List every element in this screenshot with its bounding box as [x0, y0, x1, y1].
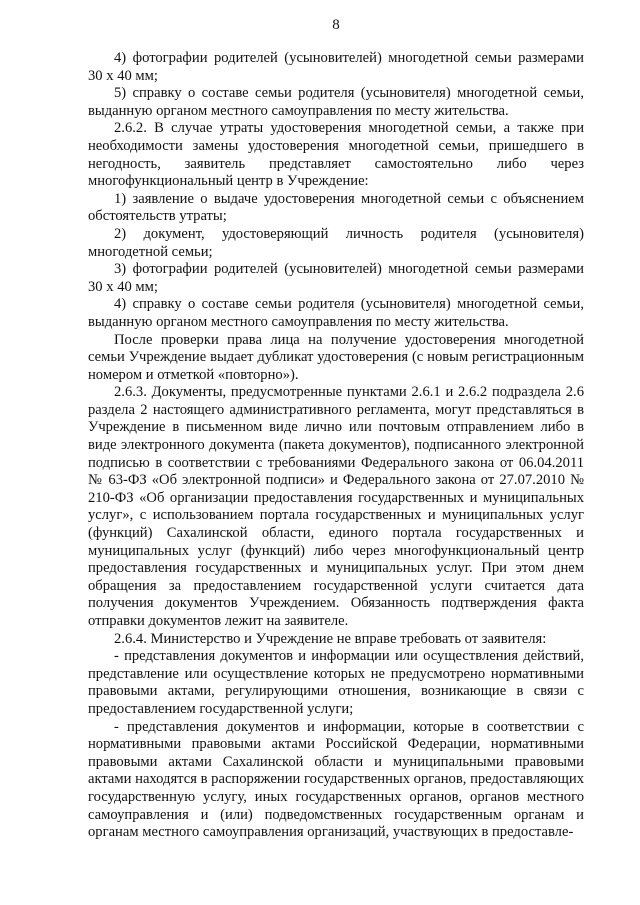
paragraph-2-6-4: 2.6.4. Министерство и Учреждение не вправе требовать от заявителя: [114, 630, 547, 647]
paragraph-item-2-identity-document: 2) документ, удостоверяющий личность родителя (усыновителя) многодетной семьи; [88, 225, 584, 260]
paragraph-item-5-family-certificate: 5) справку о составе семьи родителя (усыновителя) многодетной семьи, выданную органом местного самоуправления по месту жительства. [88, 85, 584, 119]
page-number: 8 [332, 17, 340, 33]
paragraph-dash-item-1: - представления документов и информации или осуществления действий, представление или осуществление которых не предусмотрено нормативными правовыми актами, регулирующими отношения, возникающие в связи с предоставлением государственной услуги; [88, 648, 584, 717]
paragraph-item-4-photos: 4) фотографии родителей (усыновителей) многодетной семьи размерами 30 х 40 мм; [88, 50, 584, 84]
paragraph-duplicate-issue: После проверки права лица на получение удостоверения многодетной семьи Учреждение выдает дубликат удостоверения (с новым регистрационным номером и отметкой «повторно»). [88, 331, 584, 383]
paragraph-item-3-photos: 3) фотографии родителей (усыновителей) многодетной семьи размерами 30 х 40 мм; [88, 261, 584, 295]
paragraph-item-4-family-certificate: 4) справку о составе семьи родителя (усыновителя) многодетной семьи, выданную органом местного самоуправления по месту жительства. [88, 296, 584, 330]
paragraph-2-6-3: 2.6.3. Документы, предусмотренные пунктами 2.6.1 и 2.6.2 подраздела 2.6 раздела 2 настоящего административного регламента, могут представляться в Учреждение в письменном виде лично или почтовым отправлением либо в виде электронного документа (пакета документов), подписанного электронной подписью в соответствии с требованиями Федерального закона от 06.04.2011 № 63-ФЗ «Об электронной подписи» и Федерального закона от 27.07.2010 № 210-ФЗ «Об организации предоставления государственных и муниципальных услуг», с использованием портала государственных и муниципальных услуг (функций) Сахалинской области, единого портала государственных и муниципальных услуг (функций) либо через многофункциональный центр предоставления государственных и муниципальных услуг. При этом днем обращения за предоставлением государственной услуги считается дата получения документов Учреждением. Обязанность подтверждения факта отправки документов лежит на заявителе. [88, 384, 584, 629]
paragraph-item-1-application: 1) заявление о выдаче удостоверения многодетной семьи с объяснением обстоятельств утраты; [88, 190, 584, 225]
paragraph-2-6-2: 2.6.2. В случае утраты удостоверения многодетной семьи, а также при необходимости замены удостоверения многодетной семьи, пришедшего в негодность, заявитель представляет самостоятельно либо через многофункциональный центр в Учреждение: [88, 120, 584, 190]
paragraph-dash-item-2: - представления документов и информации, которые в соответствии с нормативными правовыми актами Российской Федерации, нормативными правовыми актами Сахалинской области и муниципальными правовыми актами находятся в распоряжении государственных органов, предоставляющих государственную услугу, иных государственных органов, органов местного самоуправления и (или) подведомственных государственным органам и органам местного самоуправления организаций, участвующих в предоставле- [88, 718, 584, 841]
